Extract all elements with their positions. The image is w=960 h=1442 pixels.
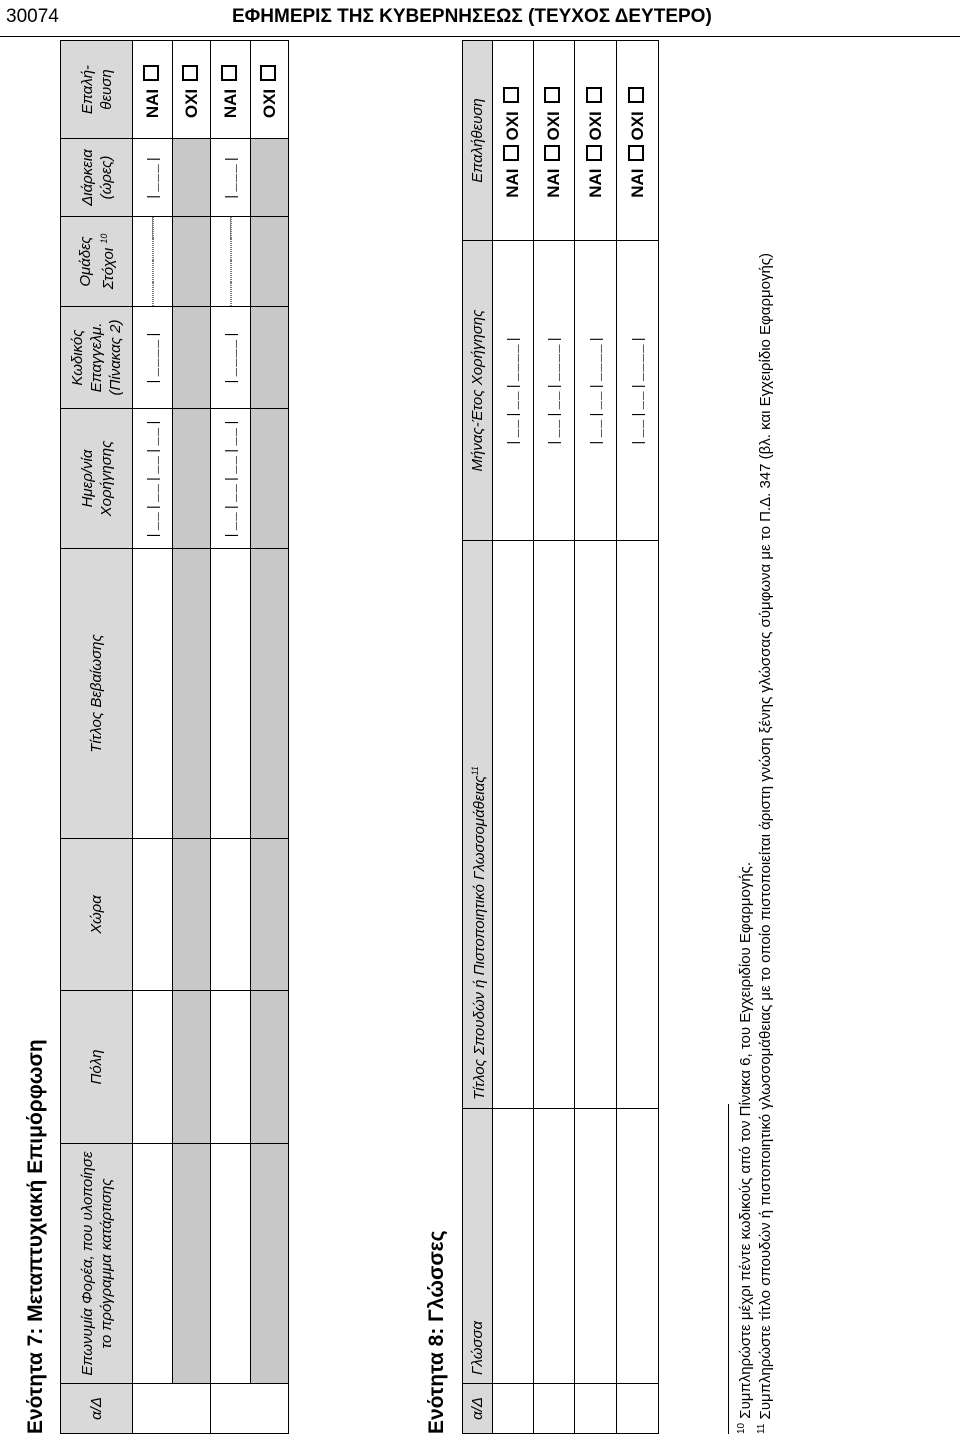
- checkbox-icon[interactable]: [628, 145, 644, 161]
- s8-header-title: Τίτλος Σπουδών ή Πιστοποιητικό Γλωσσομάθειας$^{11}$: [463, 541, 493, 1109]
- footnote-rule: [728, 1104, 729, 1434]
- s8-r4-ad[interactable]: [617, 1384, 659, 1434]
- s7-r1-no[interactable]: ΟΧΙ: [173, 41, 211, 139]
- s7-r2-country[interactable]: [211, 839, 251, 991]
- s7-r2-shaded-duration: [251, 139, 289, 217]
- footnote-11: $^{11}$ Συμπληρώστε τίτλο σπουδών ή πιστοποιητικό γλωσσομάθειας με το οποίο πιστοποιείται άριστη γνώση ξένης γλώσσας σύμφωνα με το Π.Δ. 347 (βλ. και Εγχειρίδιο Εφαρμογής): [756, 252, 774, 1434]
- checkbox-icon[interactable]: [143, 65, 159, 81]
- s7-r1-shaded-country: [173, 839, 211, 991]
- s7-r2-no[interactable]: ΟΧΙ: [251, 41, 289, 139]
- checkbox-icon[interactable]: [544, 145, 560, 161]
- s8-r2-title[interactable]: [534, 541, 575, 1109]
- s7-r1-shaded-code: [173, 307, 211, 409]
- s7-r1-title[interactable]: [133, 549, 173, 839]
- s7-r1-shaded-city: [173, 991, 211, 1144]
- s8-r3-verify[interactable]: ΝΑΙΟΧΙ: [575, 41, 617, 241]
- s7-r1-shaded-duration: [173, 139, 211, 217]
- s7-r1-groups[interactable]: [133, 217, 173, 307]
- s8-header-verify: Επαλήθευση: [463, 41, 493, 241]
- s7-r1-shaded-title: [173, 549, 211, 839]
- s8-r3-language[interactable]: [575, 1109, 617, 1384]
- checkbox-icon[interactable]: [544, 87, 560, 103]
- s7-r1-shaded-foreas: [173, 1144, 211, 1384]
- s7-header-code: Κωδικός Επαγγελμ. (Πίνακας 2): [61, 307, 133, 409]
- s7-r2-title[interactable]: [211, 549, 251, 839]
- s7-r1-ad[interactable]: [133, 1384, 211, 1434]
- gazette-title: ΕΦΗΜΕΡΙΣ ΤΗΣ ΚΥΒΕΡΝΗΣΕΩΣ (ΤΕΥΧΟΣ ΔΕΥΤΕΡΟ): [232, 6, 712, 27]
- s8-r3-ad[interactable]: [575, 1384, 617, 1434]
- s8-r4-verify[interactable]: ΝΑΙΟΧΙ: [617, 41, 659, 241]
- s8-header-language: Γλώσσα: [463, 1109, 493, 1384]
- s8-r1-verify[interactable]: ΝΑΙΟΧΙ: [493, 41, 534, 241]
- s7-header-groups: Ομάδες Στόχοι $^{10}$: [61, 217, 133, 307]
- s7-r2-city[interactable]: [211, 991, 251, 1144]
- s7-r1-city[interactable]: [133, 991, 173, 1144]
- s7-r1-duration[interactable]: |___|: [133, 139, 173, 217]
- checkbox-icon[interactable]: [182, 65, 198, 81]
- checkbox-icon[interactable]: [503, 87, 519, 103]
- section7-table: [60, 40, 289, 1434]
- s7-header-ad: α/Δ: [61, 1384, 133, 1434]
- s8-r2-verify[interactable]: ΝΑΙΟΧΙ: [534, 41, 575, 241]
- s8-r2-date[interactable]: |__|__|____|: [534, 241, 575, 541]
- s8-r1-title[interactable]: [493, 541, 534, 1109]
- s8-r1-ad[interactable]: [493, 1384, 534, 1434]
- s8-header-ad: α/Δ: [463, 1384, 493, 1434]
- s7-header-duration: Διάρκεια (ώρες): [61, 139, 133, 217]
- s7-r2-shaded-foreas: [251, 1144, 289, 1384]
- s7-r2-duration[interactable]: |___|: [211, 139, 251, 217]
- footnote-10: $^{10}$ Συμπληρώστε μέχρι πέντε κωδικούς από τον Πίνακα 6, του Εγχειριδίου Εφαρμογής.: [736, 861, 754, 1434]
- s7-r1-shaded-date: [173, 409, 211, 549]
- s7-r2-code[interactable]: |____|: [211, 307, 251, 409]
- s7-r1-foreas[interactable]: [133, 1144, 173, 1384]
- checkbox-icon[interactable]: [221, 65, 237, 81]
- checkbox-icon[interactable]: [586, 87, 602, 103]
- section8-table: [462, 40, 659, 1434]
- section8-title: Ενότητα 8: Γλώσσες: [425, 1230, 448, 1434]
- s8-r1-date[interactable]: |__|__|____|: [493, 241, 534, 541]
- s7-r1-shaded-groups: [173, 217, 211, 307]
- checkbox-icon[interactable]: [628, 87, 644, 103]
- section7-title: Ενότητα 7: Μεταπτυχιακή Επιμόρφωση: [24, 1039, 47, 1434]
- s8-header-date: Μήνας-Έτος Χορήγησης: [463, 241, 493, 541]
- s7-header-foreas: Επωνυμία Φορέα, που υλοποίησε το πρόγραμμα κατάρτισης: [61, 1144, 133, 1384]
- s7-r1-code[interactable]: |____|: [133, 307, 173, 409]
- s7-r2-foreas[interactable]: [211, 1144, 251, 1384]
- s7-header-verify: Επαλή- θευση: [61, 41, 133, 139]
- s8-r4-date[interactable]: |__|__|____|: [617, 241, 659, 541]
- s7-r2-shaded-country: [251, 839, 289, 991]
- page-number: 30074: [6, 6, 59, 27]
- s8-r1-language[interactable]: [493, 1109, 534, 1384]
- s7-r1-country[interactable]: [133, 839, 173, 991]
- s7-header-date: Ημερ/νία Χορήγησης: [61, 409, 133, 549]
- s7-r2-date[interactable]: |__|__|__|__|: [211, 409, 251, 549]
- checkbox-icon[interactable]: [503, 145, 519, 161]
- s7-r2-shaded-date: [251, 409, 289, 549]
- s7-r1-yes[interactable]: ΝΑΙ: [133, 41, 173, 139]
- s8-r4-title[interactable]: [617, 541, 659, 1109]
- s7-r1-date[interactable]: |__|__|__|__|: [133, 409, 173, 549]
- checkbox-icon[interactable]: [260, 65, 276, 81]
- s7-r2-ad[interactable]: [211, 1384, 289, 1434]
- s7-header-title: Τίτλος Βεβαίωσης: [61, 549, 133, 839]
- s8-r2-ad[interactable]: [534, 1384, 575, 1434]
- checkbox-icon[interactable]: [586, 145, 602, 161]
- s8-r3-title[interactable]: [575, 541, 617, 1109]
- s8-r3-date[interactable]: |__|__|____|: [575, 241, 617, 541]
- s7-r2-shaded-groups: [251, 217, 289, 307]
- s7-r2-groups[interactable]: [211, 217, 251, 307]
- s7-r2-yes[interactable]: ΝΑΙ: [211, 41, 251, 139]
- s7-r2-shaded-city: [251, 991, 289, 1144]
- s7-r2-shaded-code: [251, 307, 289, 409]
- s8-r4-language[interactable]: [617, 1109, 659, 1384]
- s8-r2-language[interactable]: [534, 1109, 575, 1384]
- s7-r2-shaded-title: [251, 549, 289, 839]
- s7-header-city: Πόλη: [61, 991, 133, 1144]
- s7-header-country: Χώρα: [61, 839, 133, 991]
